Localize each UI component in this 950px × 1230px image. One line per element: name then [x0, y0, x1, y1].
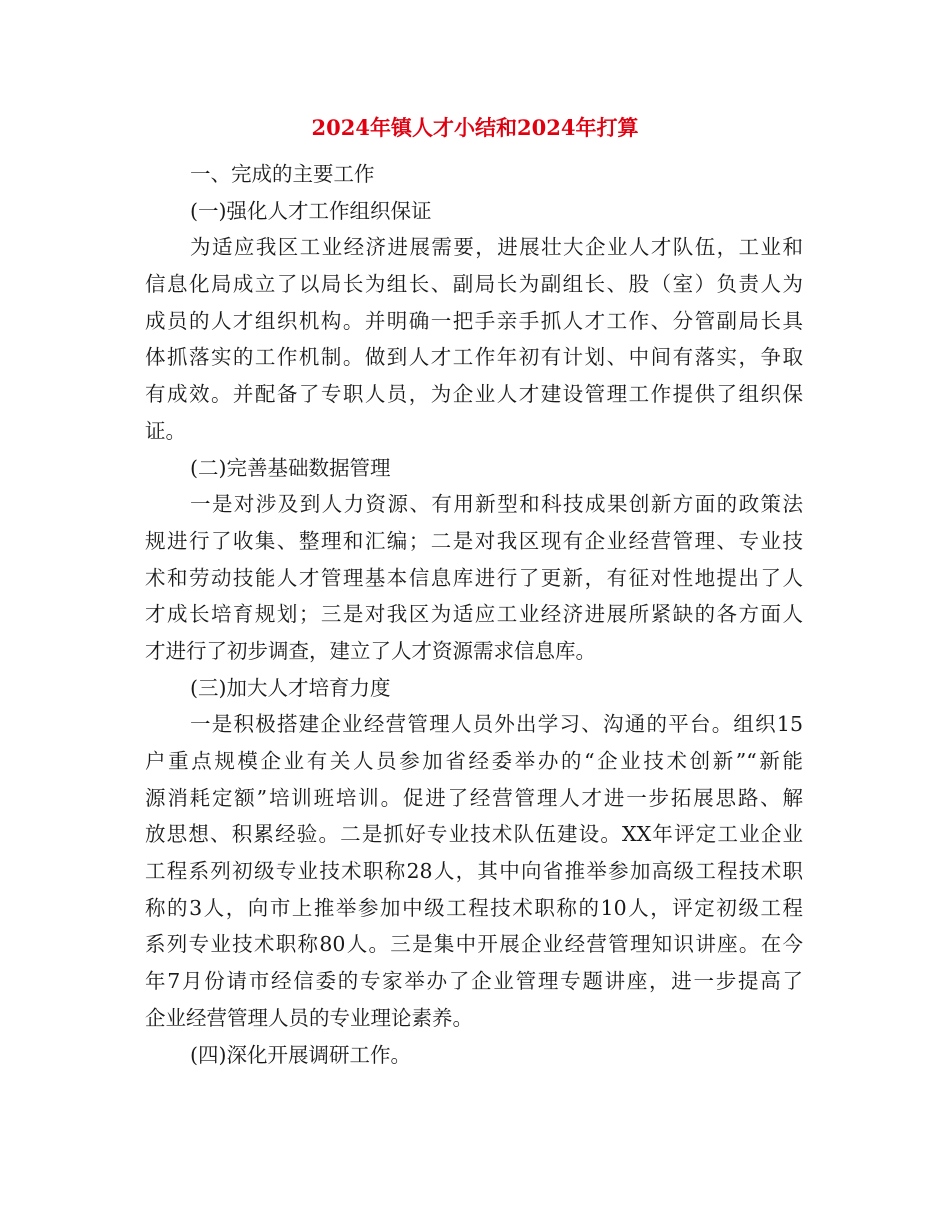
text-line: 放思想、积累经验。二是抓好专业技术队伍建设。XX年评定工业企业 — [145, 822, 803, 847]
text-line: 为适应我区工业经济进展需要，进展壮大企业人才队伍，工业和 — [190, 235, 803, 260]
text-line: 体抓落实的工作机制。做到人才工作年初有计划、中间有落实，争取 — [145, 345, 803, 370]
text-line: (三)加大人才培育力度 — [190, 675, 391, 700]
text-line: 一是积极搭建企业经营管理人员外出学习、沟通的平台。组织15 — [190, 712, 803, 737]
page-title: 2024年镇人才小结和2024年打算 — [311, 115, 639, 140]
text-line: (一)强化人才工作组织保证 — [190, 198, 432, 223]
text-line: 工程系列初级专业技术职称28人，其中向省推举参加高级工程技术职 — [145, 859, 803, 884]
text-line: 年7月份请市经信委的专家举办了企业管理专题讲座，进一步提高了 — [145, 969, 803, 994]
text-line: 才成长培育规划；三是对我区为适应工业经济进展所紧缺的各方面人 — [145, 602, 803, 627]
text-line: 证。 — [145, 418, 186, 443]
text-line: 信息化局成立了以局长为组长、副局长为副组长、股（室）负责人为 — [145, 272, 803, 297]
text-line: 才进行了初步调查，建立了人才资源需求信息库。 — [145, 638, 596, 663]
text-line: 成员的人才组织机构。并明确一把手亲手抓人才工作、分管副局长具 — [145, 308, 803, 333]
text-line: 企业经营管理人员的专业理论素养。 — [145, 1005, 473, 1030]
text-line: 规进行了收集、整理和汇编；二是对我区现有企业经营管理、专业技 — [145, 528, 803, 553]
text-line: 系列专业技术职称80人。三是集中开展企业经营管理知识讲座。在今 — [145, 932, 803, 957]
text-line: 有成效。并配备了专职人员，为企业人才建设管理工作提供了组织保 — [145, 382, 803, 407]
text-line: 一、完成的主要工作 — [190, 162, 375, 186]
text-line: (四)深化开展调研工作。 — [190, 1042, 411, 1067]
text-line: 户重点规模企业有关人员参加省经委举办的“企业技术创新”“新能 — [145, 749, 803, 773]
text-line: 称的3人，向市上推举参加中级工程技术职称的10人，评定初级工程 — [145, 895, 803, 920]
text-line: (二)完善基础数据管理 — [190, 455, 391, 480]
text-line: 一是对涉及到人力资源、有用新型和科技成果创新方面的政策法 — [190, 492, 803, 517]
text-line: 源消耗定额”培训班培训。促进了经营管理人才进一步拓展思路、解 — [145, 785, 803, 810]
document-body — [145, 156, 803, 1073]
text-line: 术和劳动技能人才管理基本信息库进行了更新，有征对性地提出了人 — [145, 565, 803, 590]
